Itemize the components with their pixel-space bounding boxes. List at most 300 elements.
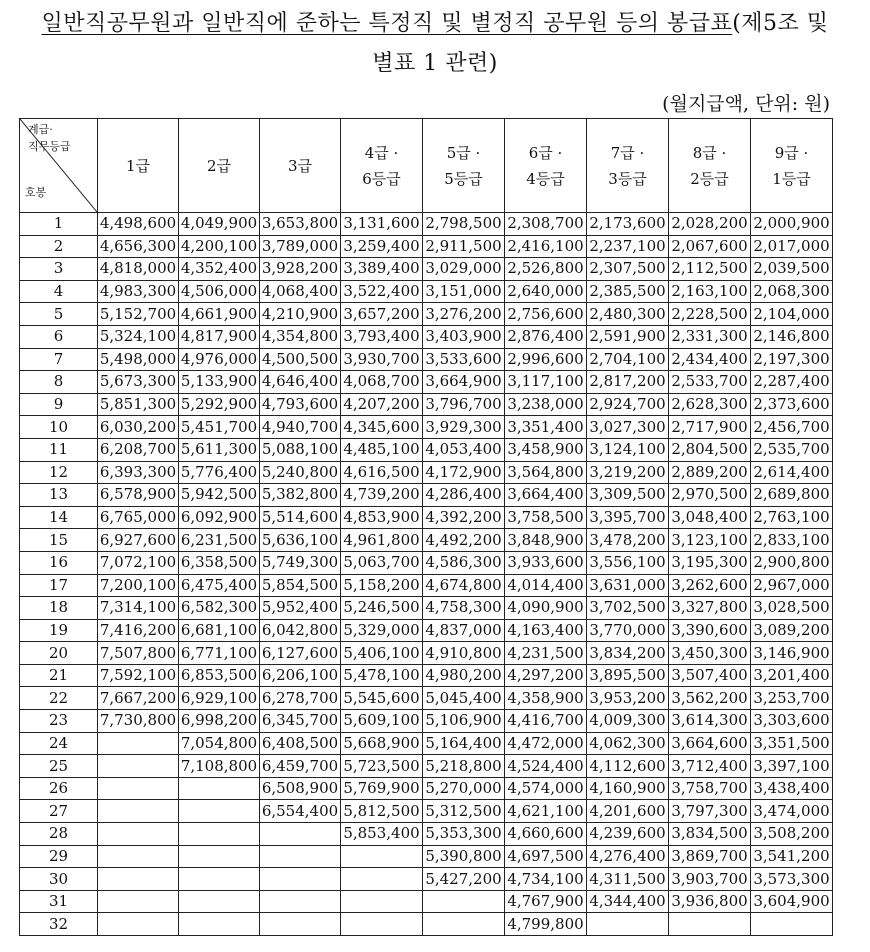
salary-cell: 5,749,300 <box>260 551 341 574</box>
salary-cell: 3,758,500 <box>505 506 587 529</box>
salary-cell: 4,837,000 <box>423 619 505 642</box>
salary-cell: 2,924,700 <box>587 393 669 416</box>
salary-cell: 5,478,100 <box>341 664 423 687</box>
salary-cell: 4,392,200 <box>423 506 505 529</box>
salary-cell: 3,131,600 <box>341 213 423 236</box>
salary-cell: 3,195,300 <box>669 551 751 574</box>
salary-cell: 5,063,700 <box>341 551 423 574</box>
salary-cell: 2,146,800 <box>751 325 833 348</box>
salary-cell: 3,928,200 <box>260 258 341 281</box>
corner-label-step: 호봉 <box>25 186 47 199</box>
step-cell: 31 <box>20 890 98 913</box>
salary-cell: 3,027,300 <box>587 416 669 439</box>
salary-cell: 2,237,100 <box>587 235 669 258</box>
salary-cell: 5,133,900 <box>179 371 260 394</box>
salary-cell: 4,697,500 <box>505 845 587 868</box>
salary-cell: 5,498,000 <box>98 348 179 371</box>
salary-cell: 3,789,000 <box>260 235 341 258</box>
salary-cell: 2,889,200 <box>669 461 751 484</box>
salary-cell: 6,681,100 <box>179 619 260 642</box>
salary-cell: 6,927,600 <box>98 529 179 552</box>
step-cell: 19 <box>20 619 98 642</box>
salary-cell: 6,582,300 <box>179 597 260 620</box>
salary-cell: 3,702,500 <box>587 597 669 620</box>
salary-cell: 4,311,500 <box>587 868 669 891</box>
salary-cell <box>98 868 179 891</box>
salary-cell: 5,158,200 <box>341 574 423 597</box>
salary-cell <box>179 845 260 868</box>
salary-cell: 6,127,600 <box>260 642 341 665</box>
salary-cell: 6,358,500 <box>179 551 260 574</box>
salary-cell: 5,353,300 <box>423 823 505 846</box>
salary-cell: 2,028,200 <box>669 213 751 236</box>
salary-cell: 4,358,900 <box>505 687 587 710</box>
table-row <box>20 890 833 913</box>
salary-cell: 4,976,000 <box>179 348 260 371</box>
salary-cell: 2,535,700 <box>751 438 833 461</box>
salary-cell: 7,730,800 <box>98 710 179 733</box>
salary-table <box>19 118 833 936</box>
salary-cell <box>179 800 260 823</box>
salary-cell: 4,616,500 <box>341 461 423 484</box>
table-row <box>20 868 833 891</box>
salary-cell: 2,526,800 <box>505 258 587 281</box>
column-header-line1: 5급 · <box>446 143 481 162</box>
salary-cell: 3,253,700 <box>751 687 833 710</box>
step-cell: 15 <box>20 529 98 552</box>
salary-cell: 5,246,500 <box>341 597 423 620</box>
column-header-line1: 6급 · <box>528 143 563 162</box>
salary-cell: 5,514,600 <box>260 506 341 529</box>
salary-cell: 4,239,600 <box>587 823 669 846</box>
salary-cell: 2,331,300 <box>669 325 751 348</box>
salary-cell: 3,327,800 <box>669 597 751 620</box>
column-header-line2: 4등급 <box>526 169 565 188</box>
salary-cell: 5,668,900 <box>341 732 423 755</box>
salary-cell: 2,640,000 <box>505 280 587 303</box>
unit-note: (월지급액, 단위: 원) <box>662 93 830 115</box>
salary-cell: 4,207,200 <box>341 393 423 416</box>
salary-cell <box>98 890 179 913</box>
table-row <box>20 913 833 936</box>
salary-cell: 6,345,700 <box>260 710 341 733</box>
table-row <box>20 597 833 620</box>
table-row <box>20 777 833 800</box>
salary-cell: 4,661,900 <box>179 303 260 326</box>
salary-cell: 4,231,500 <box>505 642 587 665</box>
salary-cell: 3,508,200 <box>751 823 833 846</box>
table-row <box>20 325 833 348</box>
salary-cell <box>260 890 341 913</box>
column-header <box>669 119 751 213</box>
salary-cell: 3,029,000 <box>423 258 505 281</box>
salary-cell <box>423 890 505 913</box>
salary-cell: 2,817,200 <box>587 371 669 394</box>
salary-cell: 4,297,200 <box>505 664 587 687</box>
table-row <box>20 732 833 755</box>
salary-cell: 4,660,600 <box>505 823 587 846</box>
salary-cell: 7,592,100 <box>98 664 179 687</box>
salary-cell: 3,478,200 <box>587 529 669 552</box>
salary-cell: 5,673,300 <box>98 371 179 394</box>
salary-cell: 2,911,500 <box>423 235 505 258</box>
salary-cell <box>341 845 423 868</box>
salary-cell: 3,556,100 <box>587 551 669 574</box>
salary-cell: 3,936,800 <box>669 890 751 913</box>
salary-cell: 4,352,400 <box>179 258 260 281</box>
salary-cell: 3,262,600 <box>669 574 751 597</box>
corner-label-grade-line2: 직무등급 <box>28 140 71 153</box>
table-body <box>20 213 833 936</box>
salary-cell: 3,664,400 <box>505 484 587 507</box>
salary-cell: 7,108,800 <box>179 755 260 778</box>
salary-cell <box>179 913 260 936</box>
salary-cell: 2,173,600 <box>587 213 669 236</box>
salary-cell: 3,238,000 <box>505 393 587 416</box>
salary-cell: 3,351,400 <box>505 416 587 439</box>
salary-cell: 6,408,500 <box>260 732 341 755</box>
salary-cell: 3,123,100 <box>669 529 751 552</box>
salary-cell: 5,045,400 <box>423 687 505 710</box>
salary-cell: 4,112,600 <box>587 755 669 778</box>
salary-cell: 5,240,800 <box>260 461 341 484</box>
step-cell: 1 <box>20 213 98 236</box>
column-header <box>341 119 423 213</box>
table-row <box>20 303 833 326</box>
salary-cell: 5,952,400 <box>260 597 341 620</box>
salary-cell: 3,758,700 <box>669 777 751 800</box>
table-row <box>20 416 833 439</box>
salary-cell: 2,434,400 <box>669 348 751 371</box>
column-header <box>751 119 833 213</box>
salary-cell: 3,614,300 <box>669 710 751 733</box>
corner-label-grade-line1: 계급· <box>28 123 53 136</box>
salary-cell: 2,373,600 <box>751 393 833 416</box>
salary-cell: 4,492,200 <box>423 529 505 552</box>
step-cell: 23 <box>20 710 98 733</box>
salary-cell: 6,554,400 <box>260 800 341 823</box>
salary-cell: 3,770,000 <box>587 619 669 642</box>
salary-cell: 3,834,500 <box>669 823 751 846</box>
salary-cell: 2,967,000 <box>751 574 833 597</box>
salary-cell: 5,427,200 <box>423 868 505 891</box>
salary-cell: 5,152,700 <box>98 303 179 326</box>
salary-cell: 5,769,900 <box>341 777 423 800</box>
salary-cell: 3,146,900 <box>751 642 833 665</box>
table-row <box>20 484 833 507</box>
salary-cell: 5,609,100 <box>341 710 423 733</box>
salary-cell: 5,324,100 <box>98 325 179 348</box>
salary-cell: 7,416,200 <box>98 619 179 642</box>
column-header-line1: 2급 <box>206 156 232 175</box>
table-row <box>20 800 833 823</box>
salary-cell <box>98 732 179 755</box>
salary-cell: 4,656,300 <box>98 235 179 258</box>
salary-cell: 2,480,300 <box>587 303 669 326</box>
salary-cell: 2,689,800 <box>751 484 833 507</box>
step-cell: 9 <box>20 393 98 416</box>
step-cell: 11 <box>20 438 98 461</box>
salary-cell: 3,657,200 <box>341 303 423 326</box>
salary-cell: 4,983,300 <box>98 280 179 303</box>
salary-cell <box>98 800 179 823</box>
table-row <box>20 642 833 665</box>
salary-cell: 6,231,500 <box>179 529 260 552</box>
salary-cell <box>341 868 423 891</box>
salary-cell: 6,508,900 <box>260 777 341 800</box>
salary-cell: 3,541,200 <box>751 845 833 868</box>
salary-cell: 6,853,500 <box>179 664 260 687</box>
salary-cell: 3,390,600 <box>669 619 751 642</box>
salary-cell: 5,776,400 <box>179 461 260 484</box>
table-row <box>20 664 833 687</box>
salary-cell: 3,653,800 <box>260 213 341 236</box>
step-cell: 13 <box>20 484 98 507</box>
salary-cell: 2,717,900 <box>669 416 751 439</box>
salary-cell: 3,930,700 <box>341 348 423 371</box>
salary-cell: 2,112,500 <box>669 258 751 281</box>
step-cell: 4 <box>20 280 98 303</box>
salary-cell: 3,712,400 <box>669 755 751 778</box>
salary-cell: 5,218,800 <box>423 755 505 778</box>
salary-cell: 2,000,900 <box>751 213 833 236</box>
column-header-line1: 3급 <box>287 156 313 175</box>
salary-cell: 4,472,000 <box>505 732 587 755</box>
table-corner-cell <box>20 119 98 213</box>
salary-cell: 4,586,300 <box>423 551 505 574</box>
salary-cell: 4,817,900 <box>179 325 260 348</box>
step-cell: 6 <box>20 325 98 348</box>
salary-cell: 4,053,400 <box>423 438 505 461</box>
salary-cell: 4,062,300 <box>587 732 669 755</box>
salary-cell: 3,564,800 <box>505 461 587 484</box>
step-cell: 30 <box>20 868 98 891</box>
salary-cell: 7,200,100 <box>98 574 179 597</box>
column-header-line1: 9급 · <box>774 143 809 162</box>
salary-cell: 4,345,600 <box>341 416 423 439</box>
salary-cell: 5,636,100 <box>260 529 341 552</box>
salary-cell <box>669 913 751 936</box>
salary-cell: 5,270,000 <box>423 777 505 800</box>
salary-cell: 4,210,900 <box>260 303 341 326</box>
salary-cell: 3,438,400 <box>751 777 833 800</box>
table-row <box>20 393 833 416</box>
salary-cell <box>341 890 423 913</box>
salary-cell: 2,067,600 <box>669 235 751 258</box>
salary-cell: 4,793,600 <box>260 393 341 416</box>
salary-cell: 3,533,600 <box>423 348 505 371</box>
step-cell: 29 <box>20 845 98 868</box>
salary-cell: 7,507,800 <box>98 642 179 665</box>
salary-cell <box>98 823 179 846</box>
document-title-reference: (제5조 및 <box>732 11 829 36</box>
step-cell: 2 <box>20 235 98 258</box>
salary-cell: 2,307,500 <box>587 258 669 281</box>
salary-cell: 4,014,400 <box>505 574 587 597</box>
salary-cell: 7,314,100 <box>98 597 179 620</box>
salary-cell: 2,287,400 <box>751 371 833 394</box>
salary-cell: 2,763,100 <box>751 506 833 529</box>
salary-cell: 4,674,800 <box>423 574 505 597</box>
table-row <box>20 348 833 371</box>
salary-cell: 3,796,700 <box>423 393 505 416</box>
salary-cell: 2,900,800 <box>751 551 833 574</box>
column-header-line2: 3등급 <box>608 169 647 188</box>
salary-cell: 5,390,800 <box>423 845 505 868</box>
salary-cell: 4,344,400 <box>587 890 669 913</box>
salary-cell: 4,068,400 <box>260 280 341 303</box>
salary-cell: 4,485,100 <box>341 438 423 461</box>
salary-cell: 4,940,700 <box>260 416 341 439</box>
salary-cell: 2,385,500 <box>587 280 669 303</box>
salary-cell <box>98 777 179 800</box>
salary-cell: 2,798,500 <box>423 213 505 236</box>
salary-cell: 4,416,700 <box>505 710 587 733</box>
salary-cell: 6,578,900 <box>98 484 179 507</box>
salary-cell: 4,500,500 <box>260 348 341 371</box>
salary-cell: 4,354,800 <box>260 325 341 348</box>
salary-cell <box>179 868 260 891</box>
column-header <box>587 119 669 213</box>
salary-cell: 7,667,200 <box>98 687 179 710</box>
salary-cell: 2,456,700 <box>751 416 833 439</box>
column-header-line2: 6등급 <box>362 169 401 188</box>
document-title-line2: 별표 1 관련) <box>372 51 498 76</box>
salary-cell: 3,276,200 <box>423 303 505 326</box>
step-cell: 26 <box>20 777 98 800</box>
step-cell: 12 <box>20 461 98 484</box>
salary-cell <box>260 845 341 868</box>
salary-cell <box>260 913 341 936</box>
salary-cell: 6,208,700 <box>98 438 179 461</box>
salary-cell: 2,876,400 <box>505 325 587 348</box>
salary-cell: 5,088,100 <box>260 438 341 461</box>
salary-cell: 3,895,500 <box>587 664 669 687</box>
step-cell: 16 <box>20 551 98 574</box>
salary-cell: 6,771,100 <box>179 642 260 665</box>
salary-cell: 5,164,400 <box>423 732 505 755</box>
table-row <box>20 461 833 484</box>
salary-cell: 5,854,500 <box>260 574 341 597</box>
salary-cell: 5,853,400 <box>341 823 423 846</box>
salary-cell: 4,767,900 <box>505 890 587 913</box>
salary-cell: 4,799,800 <box>505 913 587 936</box>
salary-cell: 2,068,300 <box>751 280 833 303</box>
salary-cell: 3,124,100 <box>587 438 669 461</box>
salary-cell: 3,903,700 <box>669 868 751 891</box>
salary-cell: 3,450,300 <box>669 642 751 665</box>
salary-cell: 2,704,100 <box>587 348 669 371</box>
step-cell: 5 <box>20 303 98 326</box>
salary-cell: 3,403,900 <box>423 325 505 348</box>
salary-cell: 3,953,200 <box>587 687 669 710</box>
salary-cell: 6,042,800 <box>260 619 341 642</box>
salary-cell: 3,048,400 <box>669 506 751 529</box>
salary-cell: 3,604,900 <box>751 890 833 913</box>
salary-cell: 4,068,700 <box>341 371 423 394</box>
salary-cell: 2,833,100 <box>751 529 833 552</box>
salary-cell: 4,910,800 <box>423 642 505 665</box>
salary-cell: 4,758,300 <box>423 597 505 620</box>
salary-cell: 3,117,100 <box>505 371 587 394</box>
salary-cell: 3,351,500 <box>751 732 833 755</box>
salary-cell: 3,848,900 <box>505 529 587 552</box>
table-row <box>20 213 833 236</box>
salary-cell: 4,498,600 <box>98 213 179 236</box>
salary-cell: 3,389,400 <box>341 258 423 281</box>
salary-cell: 4,980,200 <box>423 664 505 687</box>
salary-cell: 3,458,900 <box>505 438 587 461</box>
salary-cell: 4,524,400 <box>505 755 587 778</box>
salary-cell: 3,397,100 <box>751 755 833 778</box>
step-cell: 18 <box>20 597 98 620</box>
step-cell: 24 <box>20 732 98 755</box>
salary-cell: 4,286,400 <box>423 484 505 507</box>
salary-cell: 3,219,200 <box>587 461 669 484</box>
table-row <box>20 574 833 597</box>
salary-cell: 2,996,600 <box>505 348 587 371</box>
salary-cell: 5,611,300 <box>179 438 260 461</box>
table-row <box>20 506 833 529</box>
salary-cell <box>260 823 341 846</box>
step-cell: 7 <box>20 348 98 371</box>
salary-cell: 4,853,900 <box>341 506 423 529</box>
salary-cell: 4,739,200 <box>341 484 423 507</box>
salary-cell: 4,200,100 <box>179 235 260 258</box>
salary-cell <box>179 823 260 846</box>
salary-cell: 5,812,500 <box>341 800 423 823</box>
column-header-line1: 7급 · <box>610 143 645 162</box>
column-header <box>505 119 587 213</box>
salary-cell <box>751 913 833 936</box>
salary-cell: 6,206,100 <box>260 664 341 687</box>
salary-cell: 3,089,200 <box>751 619 833 642</box>
salary-cell: 3,869,700 <box>669 845 751 868</box>
step-cell: 32 <box>20 913 98 936</box>
salary-cell: 5,851,300 <box>98 393 179 416</box>
salary-cell: 6,765,000 <box>98 506 179 529</box>
salary-cell: 2,039,500 <box>751 258 833 281</box>
salary-cell: 3,664,600 <box>669 732 751 755</box>
salary-cell: 2,308,700 <box>505 213 587 236</box>
salary-cell: 3,303,600 <box>751 710 833 733</box>
step-cell: 20 <box>20 642 98 665</box>
salary-cell: 4,163,400 <box>505 619 587 642</box>
salary-cell: 2,533,700 <box>669 371 751 394</box>
salary-cell <box>98 913 179 936</box>
column-header <box>179 119 260 213</box>
table-row <box>20 619 833 642</box>
step-cell: 27 <box>20 800 98 823</box>
table-header-row <box>20 119 833 213</box>
table-row <box>20 845 833 868</box>
salary-cell: 2,017,000 <box>751 235 833 258</box>
step-cell: 8 <box>20 371 98 394</box>
step-cell: 21 <box>20 664 98 687</box>
salary-cell <box>179 890 260 913</box>
salary-cell: 4,646,400 <box>260 371 341 394</box>
salary-cell: 3,151,000 <box>423 280 505 303</box>
salary-cell: 4,090,900 <box>505 597 587 620</box>
salary-cell: 3,664,900 <box>423 371 505 394</box>
column-header-line1: 4급 · <box>364 143 399 162</box>
salary-cell: 4,009,300 <box>587 710 669 733</box>
salary-cell: 3,573,300 <box>751 868 833 891</box>
table-row <box>20 755 833 778</box>
salary-cell: 2,416,100 <box>505 235 587 258</box>
salary-cell: 4,621,100 <box>505 800 587 823</box>
salary-cell: 3,309,500 <box>587 484 669 507</box>
